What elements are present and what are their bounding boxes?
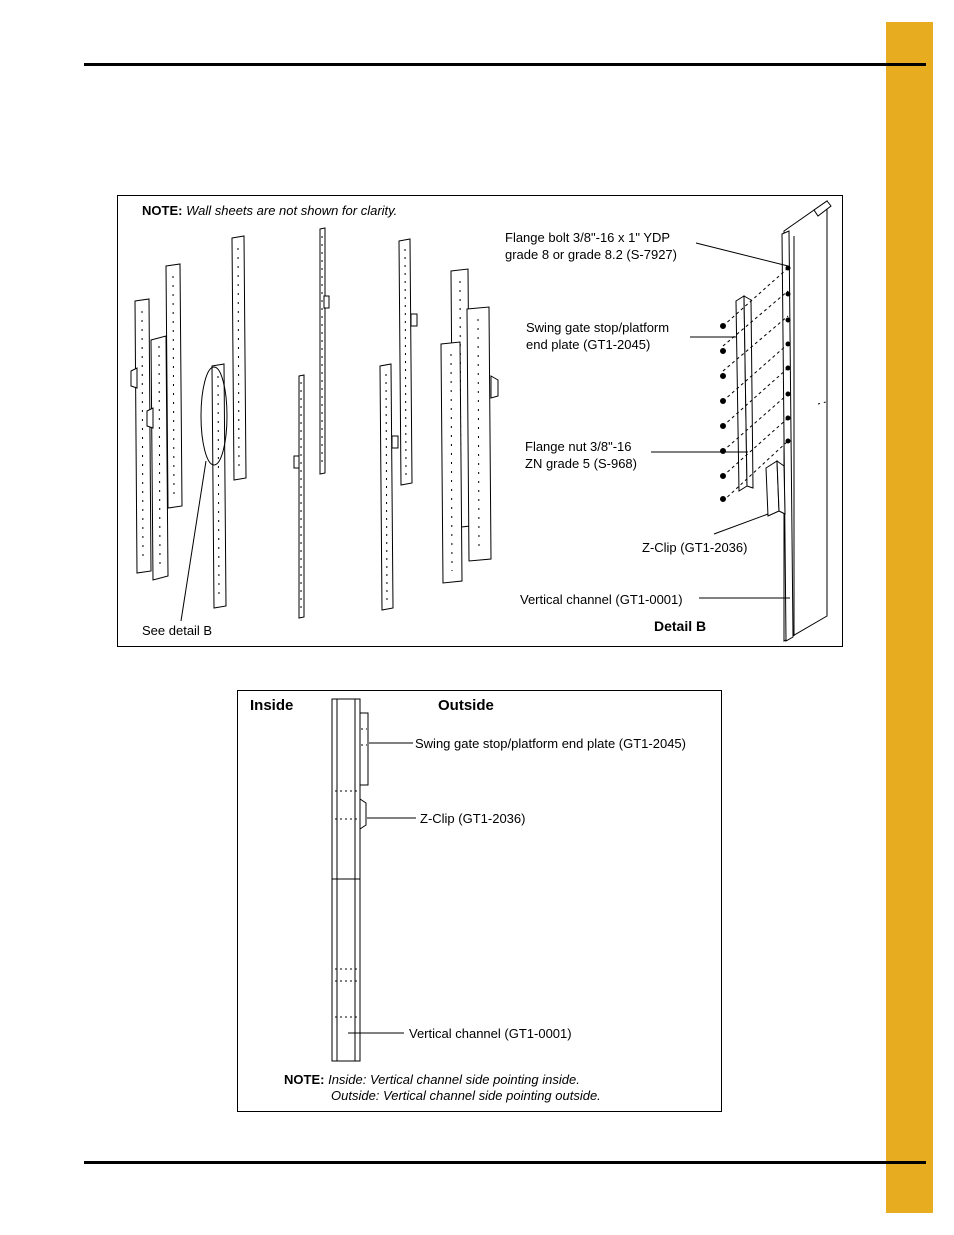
- detail-b-leader: [181, 461, 206, 621]
- callout-flange-bolt-2: grade 8 or grade 8.2 (S-7927): [505, 247, 677, 262]
- channel-part: [467, 307, 498, 561]
- exploded-assembly-drawing: [118, 196, 842, 646]
- figure2-note-line1: [284, 1071, 580, 1088]
- callout-swing-gate-1: Swing gate stop/platform: [526, 320, 670, 335]
- section-tab: [886, 22, 933, 1213]
- channel-part: [232, 236, 246, 480]
- channel-part: [212, 364, 226, 608]
- z-clip-side-view: [360, 799, 366, 829]
- channel-part: [131, 299, 151, 573]
- channel-part: [166, 264, 182, 508]
- channel-part: [399, 239, 417, 485]
- footer-rule: [84, 1161, 926, 1164]
- callout-flange-bolt-1: Flange bolt 3/8"-16 x 1" YDP: [505, 230, 671, 245]
- channel-part: [294, 375, 304, 618]
- callout-z-clip: Z-Clip (GT1-2036): [420, 811, 526, 826]
- inside-label: Inside: [250, 697, 294, 714]
- orientation-figure: [237, 690, 722, 1112]
- end-plate-side-view: [360, 713, 368, 785]
- outside-label: Outside: [438, 697, 494, 714]
- callout-flange-nut-1: Flange nut 3/8"-16: [525, 439, 632, 454]
- callout-vertical-channel: Vertical channel (GT1-0001): [520, 592, 683, 607]
- note-label: NOTE:: [142, 203, 183, 218]
- detail-b-z-clip: [766, 461, 785, 516]
- callout-z-clip: Z-Clip (GT1-2036): [642, 540, 748, 555]
- callout-swing-gate-2: end plate (GT1-2045): [526, 337, 651, 352]
- vertical-channel-side-view: [332, 699, 360, 1061]
- figure2-note-line2: Outside: Vertical channel side pointing outside.: [331, 1088, 601, 1103]
- detail-b-title: Detail B: [654, 618, 707, 634]
- note-line1: Inside: Vertical channel side pointing inside.: [328, 1072, 580, 1087]
- callout-see-detail: See detail B: [142, 623, 213, 638]
- flange-nuts: [721, 324, 726, 502]
- channel-part: [320, 228, 329, 474]
- callout-swing-gate-end-plate: Swing gate stop/platform end plate (GT1-2045): [415, 736, 686, 751]
- callout-flange-nut-2: ZN grade 5 (S-968): [525, 456, 637, 471]
- header-rule: [84, 63, 926, 66]
- figure1-note: [142, 202, 397, 219]
- note-text: Wall sheets are not shown for clarity.: [186, 203, 398, 218]
- detail-b-end-plate: [736, 296, 753, 491]
- callout-vertical-channel: Vertical channel (GT1-0001): [409, 1026, 572, 1041]
- channel-part: [441, 342, 462, 583]
- exploded-assembly-figure: [117, 195, 843, 647]
- channel-part: [380, 364, 398, 610]
- orientation-drawing: [238, 691, 721, 1111]
- note-label: NOTE:: [284, 1072, 325, 1087]
